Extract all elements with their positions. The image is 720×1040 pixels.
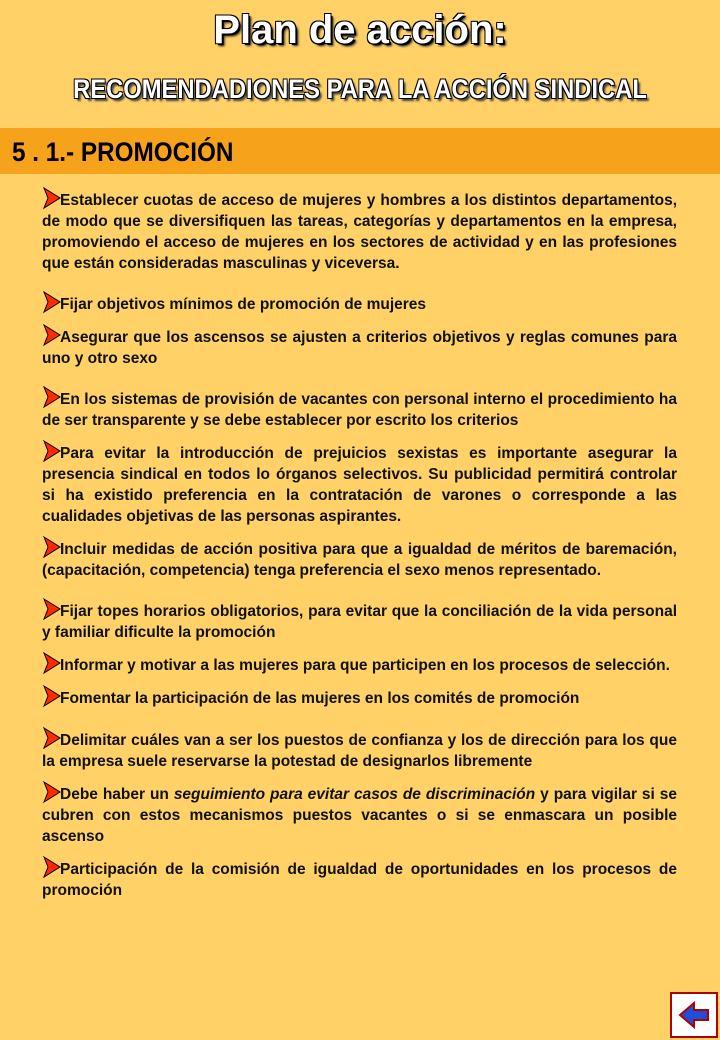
bullet-arrow-icon <box>42 684 62 708</box>
list-item-text: Incluir medidas de acción positiva para que a igualdad de méritos de baremación, (capacitación, competencia) tenga preferencia el sexo menos representado. <box>42 541 677 579</box>
back-button[interactable] <box>670 992 718 1038</box>
list-item <box>42 730 677 772</box>
list-item-text-emphasis: seguimiento para evitar casos de discriminación <box>173 786 536 803</box>
list-item <box>42 655 677 676</box>
list-item-text: Para evitar la introducción de prejuicios sexistas es importante asegurar la presencia sindical en todos lo órganos selectivos. Su publicidad permitirá controlar si ha existido preferencia en la contratación de varones o corresponde a las cualidades objetivas de las personas aspirantes. <box>42 445 677 525</box>
back-arrow-icon <box>672 994 716 1036</box>
bullet-arrow-icon <box>42 855 62 879</box>
list-item <box>42 443 677 527</box>
list-item <box>42 688 677 709</box>
bullet-arrow-icon <box>42 597 62 621</box>
bullet-arrow-icon <box>42 726 62 750</box>
list-item-text: Establecer cuotas de acceso de mujeres y hombres a los distintos departamentos, de modo que se diversifiquen las tareas, categorías y departamentos en la empresa, promoviendo el acceso de mujeres en los sectores de actividad y en las profesiones que están consideradas masculinas y viceversa. <box>42 192 677 272</box>
bullet-arrow-icon <box>42 439 62 463</box>
list-item-text: Asegurar que los ascensos se ajusten a criterios objetivos y reglas comunes para uno y otro sexo <box>42 329 677 367</box>
bullet-arrow-icon <box>42 290 62 314</box>
section-title: 5 . 1.- PROMOCIÓN <box>12 137 234 167</box>
list-item-text: Fomentar la participación de las mujeres en los comités de promoción <box>60 690 580 707</box>
bullet-arrow-icon <box>42 651 62 675</box>
bullet-arrow-icon <box>42 780 62 804</box>
list-item-text: Participación de la comisión de igualdad de oportunidades en los procesos de promoción <box>42 861 677 899</box>
bullet-arrow-icon <box>42 385 62 409</box>
list-item-text: Fijar topes horarios obligatorios, para evitar que la conciliación de la vida personal y familiar dificulte la promoción <box>42 603 677 641</box>
list-item <box>42 327 677 369</box>
list-item-text: Fijar objetivos mínimos de promoción de mujeres <box>60 296 427 313</box>
list-item-text-start: Debe haber un <box>60 786 174 803</box>
bullet-arrow-icon <box>42 323 62 347</box>
list-item <box>42 539 677 581</box>
bullet-arrow-icon <box>42 186 62 210</box>
list-item <box>42 294 677 315</box>
list-item-text-end: y para vigilar si se cubren con estos mecanismos puestos vacantes o si se enmascara un posible ascenso <box>42 786 678 845</box>
list-item <box>42 601 677 643</box>
list-item-text: Informar y motivar a las mujeres para que participen en los procesos de selección. <box>60 657 670 674</box>
list-item-text: En los sistemas de provisión de vacantes con personal interno el procedimiento ha de ser transparente y se debe establecer por escrito los criterios <box>42 391 677 429</box>
page-subtitle: RECOMENDADIONES PARA LA ACCIÓN SINDICAL <box>73 74 647 104</box>
list-item <box>42 784 677 847</box>
page-title: Plan de acción: <box>213 8 507 52</box>
recommendation-list <box>42 190 677 901</box>
list-item <box>42 190 677 274</box>
list-item <box>42 389 677 431</box>
list-item-text: Delimitar cuáles van a ser los puestos de confianza y los de dirección para los que la empresa suele reservarse la potestad de designarlos libremente <box>42 732 677 770</box>
list-item <box>42 859 677 901</box>
bullet-arrow-icon <box>42 535 62 559</box>
